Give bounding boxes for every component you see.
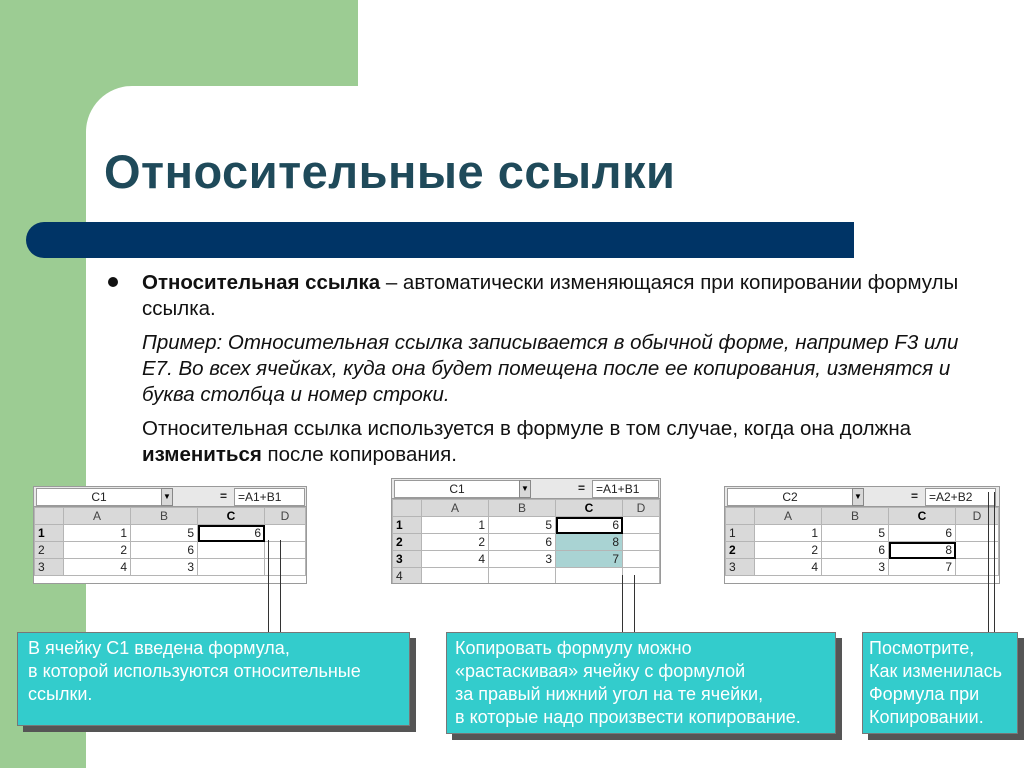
cell-c1[interactable]: 6 <box>889 525 956 542</box>
row-header-2[interactable]: 2 <box>393 534 422 551</box>
cell-grid <box>392 499 660 584</box>
col-header-b[interactable]: B <box>822 508 889 525</box>
callout-look-result <box>862 632 1018 734</box>
callout-drag-copy <box>446 632 836 734</box>
connector-line <box>988 492 989 638</box>
cell-b1[interactable]: 5 <box>822 525 889 542</box>
callout-line: Формула при <box>869 684 980 704</box>
cell-a1[interactable]: 1 <box>64 525 131 542</box>
cell-c1[interactable]: 6 <box>198 525 265 542</box>
formula-bar <box>392 479 660 499</box>
cell-a4[interactable] <box>422 568 489 585</box>
connector-line <box>994 492 995 638</box>
col-header-d[interactable]: D <box>956 508 999 525</box>
cell-a2[interactable]: 2 <box>422 534 489 551</box>
row-header-4[interactable]: 4 <box>393 568 422 585</box>
cell-b4[interactable] <box>489 568 556 585</box>
cell-c2[interactable]: 8 <box>889 542 956 559</box>
callout-line: «растаскивая» ячейку с формулой <box>455 661 746 681</box>
cell-c1[interactable]: 6 <box>556 517 623 534</box>
cell-b2[interactable]: 6 <box>131 542 198 559</box>
cell-a2[interactable]: 2 <box>755 542 822 559</box>
cell-d3[interactable] <box>265 559 306 576</box>
name-box[interactable]: C2 <box>727 488 853 506</box>
row-header-3[interactable]: 3 <box>35 559 64 576</box>
formula-input[interactable]: =A2+B2 <box>925 488 996 506</box>
formula-input[interactable]: =A1+B1 <box>592 480 659 498</box>
corner-cell <box>35 508 64 525</box>
connector-line <box>634 575 635 637</box>
cell-d1[interactable] <box>265 525 306 542</box>
formula-bar <box>725 487 999 507</box>
col-header-a[interactable]: A <box>755 508 822 525</box>
cell-b3[interactable]: 3 <box>822 559 889 576</box>
equals-sign: = <box>220 489 228 503</box>
definition-paragraph <box>142 270 972 322</box>
name-box-dropdown-icon[interactable]: ▼ <box>519 480 531 498</box>
callout-line: в которой используются относительные <box>28 661 361 681</box>
row-header-1[interactable]: 1 <box>393 517 422 534</box>
cell-b2[interactable]: 6 <box>489 534 556 551</box>
cell-b2[interactable]: 6 <box>822 542 889 559</box>
title-underline-bar <box>26 222 854 258</box>
col-header-d[interactable]: D <box>623 500 660 517</box>
cell-grid <box>34 507 306 576</box>
col-header-c[interactable]: C <box>889 508 956 525</box>
formula-bar <box>34 487 306 507</box>
cell-b3[interactable]: 3 <box>131 559 198 576</box>
callout-line: Как изменилась <box>869 661 1002 681</box>
callout-line: Посмотрите, <box>869 638 975 658</box>
col-header-a[interactable]: A <box>64 508 131 525</box>
spreadsheet-2 <box>391 478 661 584</box>
cell-c3[interactable] <box>198 559 265 576</box>
cell-a3[interactable]: 4 <box>422 551 489 568</box>
formula-input[interactable]: =A1+B1 <box>234 488 305 506</box>
cell-d3[interactable] <box>956 559 999 576</box>
spreadsheet-3 <box>724 486 1000 584</box>
corner-cell <box>393 500 422 517</box>
col-header-b[interactable]: B <box>489 500 556 517</box>
cell-b3[interactable]: 3 <box>489 551 556 568</box>
cell-d3[interactable] <box>623 551 660 568</box>
usage-before: Относительная ссылка используется в формуле в том случае, когда она должна <box>142 417 912 440</box>
cell-a2[interactable]: 2 <box>64 542 131 559</box>
usage-bold: измениться <box>142 443 262 466</box>
cell-c2[interactable] <box>198 542 265 559</box>
cell-a1[interactable]: 1 <box>755 525 822 542</box>
cell-b1[interactable]: 5 <box>131 525 198 542</box>
connector-line <box>280 540 281 638</box>
cell-a3[interactable]: 4 <box>64 559 131 576</box>
col-header-b[interactable]: B <box>131 508 198 525</box>
cell-d1[interactable] <box>623 517 660 534</box>
cell-a3[interactable]: 4 <box>755 559 822 576</box>
definition-rest: – автоматически изменяющаяся при копировании формулы ссылка. <box>142 271 959 320</box>
callout-line: Копировать формулу можно <box>455 638 692 658</box>
spreadsheet-1 <box>33 486 307 584</box>
cell-b1[interactable]: 5 <box>489 517 556 534</box>
usage-after: после копирования. <box>261 443 457 466</box>
equals-sign: = <box>578 481 586 495</box>
row-header-2[interactable]: 2 <box>726 542 755 559</box>
connector-line <box>622 575 623 637</box>
name-box-dropdown-icon[interactable]: ▼ <box>161 488 173 506</box>
row-header-3[interactable]: 3 <box>726 559 755 576</box>
cell-c4[interactable] <box>556 568 623 585</box>
example-paragraph: Пример: Относительная ссылка записывается в обычной форме, например F3 или E7. Во всех ячейках, куда она будет помещена после ее копирования, изменятся и буква столбца и номер строки. <box>142 331 959 406</box>
body-text <box>142 270 972 476</box>
usage-paragraph <box>142 416 972 468</box>
cell-c3[interactable]: 7 <box>556 551 623 568</box>
callout-line: в которые надо произвести копирование. <box>455 707 801 727</box>
cell-d2[interactable] <box>265 542 306 559</box>
callout-line: Копировании. <box>869 707 984 727</box>
cell-c2[interactable]: 8 <box>556 534 623 551</box>
name-box-dropdown-icon[interactable]: ▼ <box>852 488 864 506</box>
name-box[interactable]: C1 <box>394 480 520 498</box>
row-header-1[interactable]: 1 <box>35 525 64 542</box>
bullet-dot <box>108 277 118 287</box>
cell-d2[interactable] <box>623 534 660 551</box>
col-header-a[interactable]: A <box>422 500 489 517</box>
row-header-2[interactable]: 2 <box>35 542 64 559</box>
connector-line <box>268 540 269 638</box>
callout-line: за правый нижний угол на те ячейки, <box>455 684 764 704</box>
page-title: Относительные ссылки <box>104 145 676 198</box>
callout-line: ссылки. <box>28 684 93 704</box>
col-header-d[interactable]: D <box>265 508 306 525</box>
col-header-c[interactable]: C <box>556 500 623 517</box>
row-header-1[interactable]: 1 <box>726 525 755 542</box>
col-header-c[interactable]: C <box>198 508 265 525</box>
cell-grid <box>725 507 999 576</box>
callout-line: В ячейку С1 введена формула, <box>28 638 290 658</box>
definition-term: Относительная ссылка <box>142 271 381 294</box>
cell-d4[interactable] <box>623 568 660 585</box>
cell-d1[interactable] <box>956 525 999 542</box>
cell-a1[interactable]: 1 <box>422 517 489 534</box>
corner-cell <box>726 508 755 525</box>
cell-c3[interactable]: 7 <box>889 559 956 576</box>
callout-formula-entered <box>17 632 410 726</box>
name-box[interactable]: C1 <box>36 488 162 506</box>
row-header-3[interactable]: 3 <box>393 551 422 568</box>
equals-sign: = <box>911 489 919 503</box>
cell-d2[interactable] <box>956 542 999 559</box>
